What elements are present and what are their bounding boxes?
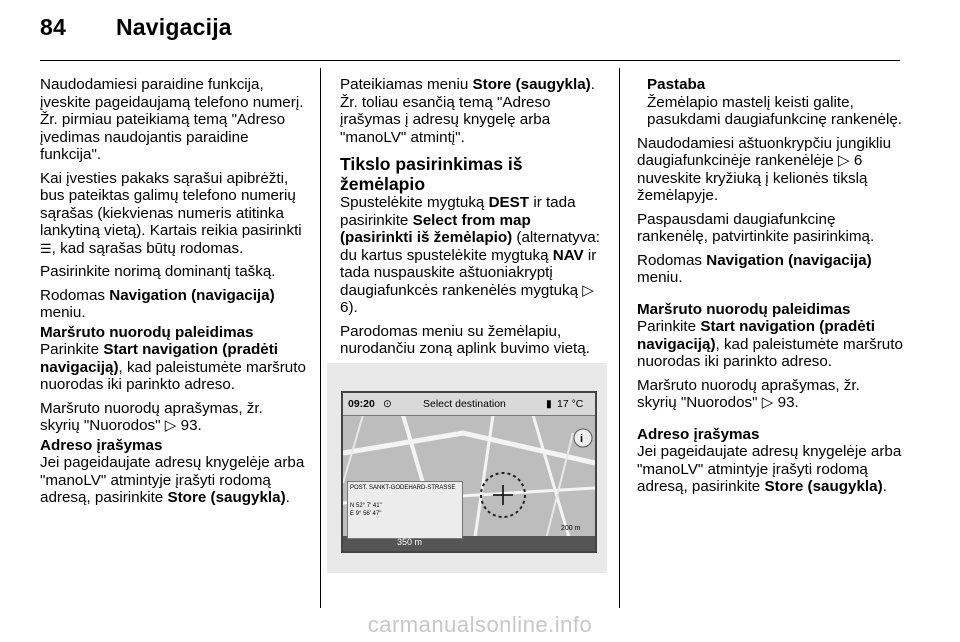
menu-name: Start navigation (pradėti navigaciją) [637, 318, 875, 353]
page-number: 84 [40, 14, 66, 40]
longitude: E 9° 56' 47" [350, 511, 382, 517]
text: Parinkite [637, 318, 701, 335]
section-heading: Maršruto nuorodų paleidimas [637, 300, 851, 318]
text: meniu. [40, 304, 86, 321]
button-name: DEST [488, 194, 530, 211]
menu-name: Select from map (pasirinkti iš žemėlapio) [340, 211, 531, 246]
text: . [285, 489, 290, 506]
section-heading: Maršruto nuorodų paleidimas [40, 323, 254, 341]
latitude: N 52° 7' 41" [350, 503, 382, 509]
text: , kad sąrašas būtų rodomas. [51, 239, 244, 257]
text: . Žr. toliau esančią temą "Adreso įrašymas į adresų knygelę arba "manoLV" atmintį". [340, 76, 595, 146]
watermark: carmanualsonline.info [367, 612, 593, 637]
text: Spustelėkite mygtuką [340, 194, 489, 211]
clock: 09:20 [348, 398, 375, 410]
svg-text:i: i [580, 433, 584, 445]
column-3 [637, 76, 903, 502]
display-screen [341, 391, 597, 553]
column-2 [340, 76, 606, 364]
section-heading: Tikslo pasirinkimas iš žemėlapio [340, 154, 523, 194]
temperature: 17 °C [557, 398, 584, 410]
paragraph [40, 287, 306, 322]
menu-name: Navigation (navigacija) [706, 251, 872, 269]
section-heading: Adreso įrašymas [40, 436, 163, 454]
note-box [637, 76, 903, 129]
menu-name: Navigation (navigacija) [109, 286, 275, 304]
menu-name: Store (saugykla) [167, 489, 286, 506]
paragraph [40, 454, 306, 507]
text: Jei pageidaujate adresų knygelėje arba "manoLV" atmintyje įrašyti rodomą adresą, pasirinkite [40, 454, 305, 506]
paragraph: Naudodamiesi aštuonkrypčiu jungikliu daugiafunkcinėje rankenėlėje ▷ 6 nuveskite kryžiuką į kelionės tikslą žemėlapyje. [637, 134, 892, 204]
paragraph [40, 341, 306, 394]
page-header [40, 14, 232, 41]
text: Rodomas [40, 286, 110, 304]
paragraph: Paspausdami daugiafunkcinę rankenėlę, patvirtinkite pasirinkimą. [637, 210, 875, 245]
paragraph: Maršruto nuorodų aprašymas, žr. skyrių "Nuorodos" ▷ 93. [40, 399, 263, 434]
text: Kai įvesties pakaks sąrašui apibrėžti, bus pateiktas galimų telefono numerių sąrašas (kiekvienas numeris atitinka lankytiną vietą). Kartais reikia pasirinkti [40, 169, 302, 239]
map-scale: 200 m [561, 525, 581, 532]
paragraph: Naudodamiesi paraidine funkcija, įveskite pageidaujamą telefono numerį. Žr. pirmiau pateikiamą temą "Adreso įvedimas naudojantis paraidine funkcija". [40, 76, 304, 163]
list-icon: ☰ [40, 240, 52, 256]
paragraph [637, 318, 903, 371]
text: Pateikiamas meniu [340, 76, 473, 93]
phone-icon: ▮ [546, 398, 552, 410]
text: ir tada pasirinkite [340, 194, 576, 229]
distance: 350 m [397, 537, 423, 547]
text: , kad paleistumėte maršruto nuorodas iki parinkto adreso. [637, 335, 903, 370]
paragraph [637, 443, 903, 496]
header-rule [40, 60, 900, 61]
paragraph [340, 194, 606, 317]
menu-name: Start navigation (pradėti navigaciją) [40, 341, 278, 376]
paragraph [637, 252, 903, 287]
nav-icon: ⊙ [383, 398, 392, 410]
street-name: POST. SANKT-GODEHARD-STRASSE [350, 485, 456, 491]
menu-name: Store (saugykla) [472, 76, 591, 93]
screen-title: Select destination [423, 398, 506, 410]
text: . [882, 478, 887, 495]
column-divider [320, 68, 321, 608]
section-heading: Adreso įrašymas [637, 425, 760, 443]
text: Parinkite [40, 341, 104, 358]
paragraph: Pasirinkite norimą dominantį tašką. [40, 263, 276, 280]
column-1 [40, 76, 306, 513]
paragraph [40, 170, 306, 258]
button-name: NAV [552, 246, 584, 264]
screen-status-bar [343, 393, 595, 416]
text: (alternatyva: du kartus spustelėkite mygtuką [340, 229, 600, 264]
page-title: Navigacija [116, 14, 232, 40]
note-title: Pastaba [647, 76, 706, 93]
map-screenshot [327, 363, 607, 573]
paragraph [340, 76, 606, 146]
paragraph: Parodomas meniu su žemėlapiu, nurodančiu zoną aplink buvimo vietą. [340, 322, 590, 357]
note-text: Žemėlapio mastelį keisti galite, pasukdami daugiafunkcinę rankenėlę. [647, 93, 902, 128]
text: meniu. [637, 269, 683, 286]
text: Rodomas [637, 251, 707, 269]
address-box [347, 481, 463, 539]
column-divider [619, 68, 620, 608]
text: ir tada nuspauskite aštuoniakryptį daugiafunkcės rankenėlės mygtuką ▷ 6). [340, 246, 597, 316]
text: , kad paleistumėte maršruto nuorodas iki parinkto adreso. [40, 358, 306, 393]
menu-name: Store (saugykla) [764, 478, 883, 495]
paragraph: Maršruto nuorodų aprašymas, žr. skyrių "Nuorodos" ▷ 93. [637, 376, 860, 411]
text: Jei pageidaujate adresų knygelėje arba "manoLV" atmintyje įrašyti rodomą adresą, pasirinkite [637, 443, 902, 495]
